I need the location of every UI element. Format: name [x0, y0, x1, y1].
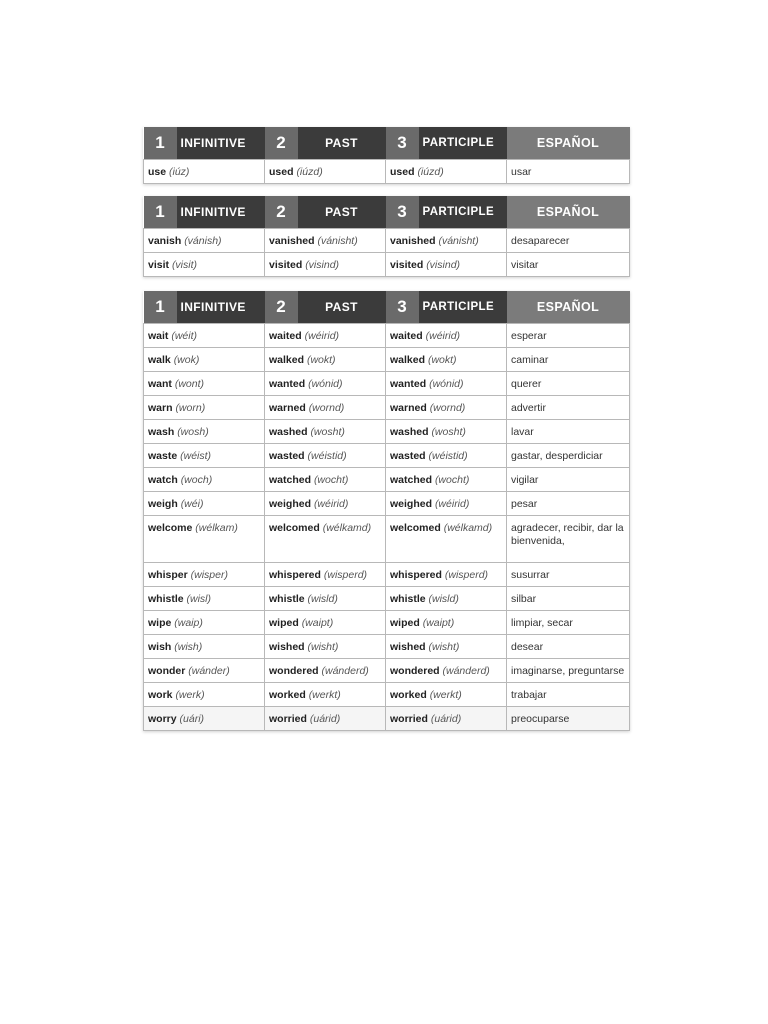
spanish-translation: imaginarse, preguntarse — [507, 659, 630, 683]
header-row — [144, 291, 630, 324]
part-cell — [386, 635, 507, 659]
table-row — [144, 229, 630, 253]
column-label: PAST — [298, 196, 386, 228]
inf-cell — [144, 611, 265, 635]
verb-form: whispered — [269, 568, 321, 581]
pronunciation: (wisperd) — [323, 568, 368, 581]
spanish-translation: vigilar — [507, 468, 630, 492]
verb-form: wasted — [269, 449, 305, 462]
pronunciation: (wosht) — [310, 425, 345, 438]
infinitive-header — [144, 196, 265, 228]
past-cell — [265, 253, 386, 277]
spanish-translation: agradecer, recibir, dar la bienvenida, — [507, 516, 630, 563]
verb-form: wondered — [269, 664, 319, 677]
verb-form: weighed — [269, 497, 312, 510]
pronunciation: (vánisht) — [438, 234, 479, 247]
table-row — [144, 587, 630, 611]
past-cell — [265, 468, 386, 492]
participle-header — [386, 127, 507, 159]
spanish-translation: trabajar — [507, 683, 630, 707]
pronunciation: (werk) — [175, 688, 205, 701]
column-number: 1 — [144, 127, 177, 159]
column-label: PAST — [298, 127, 386, 159]
column-label: PARTICIPLE — [419, 196, 507, 228]
inf-cell — [144, 707, 265, 731]
inf-cell — [144, 659, 265, 683]
pronunciation: (wónid) — [308, 377, 343, 390]
pronunciation: (wéirid) — [425, 329, 461, 342]
pronunciation: (visit) — [171, 258, 198, 271]
verb-form: wanted — [390, 377, 427, 390]
table-row — [144, 253, 630, 277]
verb-form: wash — [148, 425, 175, 438]
verb-form: wish — [148, 640, 172, 653]
column-number: 2 — [265, 291, 298, 323]
verb-form: worried — [269, 712, 307, 725]
pronunciation: (wéit) — [171, 329, 198, 342]
spanish-translation: susurrar — [507, 563, 630, 587]
spanish-translation: limpiar, secar — [507, 611, 630, 635]
spanish-translation: caminar — [507, 348, 630, 372]
part-cell — [386, 253, 507, 277]
table-row — [144, 348, 630, 372]
pronunciation: (wélkamd) — [443, 522, 493, 534]
column-label: INFINITIVE — [177, 291, 265, 323]
inf-cell — [144, 160, 265, 184]
table-row — [144, 160, 630, 184]
verb-form: warn — [148, 401, 173, 414]
pronunciation: (wont) — [174, 377, 205, 390]
past-cell — [265, 396, 386, 420]
part-cell — [386, 348, 507, 372]
pronunciation: (wornd) — [429, 401, 466, 414]
spanish-translation: pesar — [507, 492, 630, 516]
pronunciation: (werkt) — [308, 688, 341, 701]
part-cell — [386, 396, 507, 420]
past-header — [265, 291, 386, 323]
header-row — [144, 127, 630, 160]
table-row — [144, 683, 630, 707]
verb-form: whispered — [390, 568, 442, 581]
pronunciation: (wokt) — [427, 353, 457, 366]
past-cell — [265, 324, 386, 348]
part-cell — [386, 468, 507, 492]
past-cell — [265, 587, 386, 611]
verb-form: waited — [390, 329, 423, 342]
table-row — [144, 492, 630, 516]
table-row — [144, 396, 630, 420]
verb-form: visited — [390, 258, 424, 271]
spanish-translation: silbar — [507, 587, 630, 611]
pronunciation: (waip) — [174, 616, 203, 629]
column-number: 3 — [386, 127, 419, 159]
table-row — [144, 611, 630, 635]
pronunciation: (wánderd) — [321, 664, 369, 677]
pronunciation: (iúz) — [169, 165, 190, 178]
inf-cell — [144, 516, 265, 563]
verb-form: warned — [390, 401, 427, 414]
pronunciation: (vánisht) — [317, 234, 358, 247]
verb-form: wondered — [390, 664, 440, 677]
espanol-header: ESPAÑOL — [507, 196, 630, 228]
pronunciation: (wisht) — [307, 640, 339, 653]
table-row — [144, 635, 630, 659]
spanish-translation: usar — [507, 160, 630, 184]
verb-form: watched — [390, 473, 433, 486]
verb-form: wasted — [390, 449, 426, 462]
inf-cell — [144, 253, 265, 277]
spanish-translation: preocuparse — [507, 707, 630, 731]
verb-form: whistle — [269, 592, 305, 605]
verb-form: weigh — [148, 497, 178, 510]
verb-form: waste — [148, 449, 178, 462]
table-row — [144, 420, 630, 444]
part-cell — [386, 563, 507, 587]
pronunciation: (wokt) — [306, 353, 336, 366]
pronunciation: (wornd) — [308, 401, 345, 414]
pronunciation: (wéirid) — [304, 329, 340, 342]
part-cell — [386, 324, 507, 348]
pronunciation: (wisper) — [190, 568, 228, 581]
infinitive-header — [144, 291, 265, 323]
pronunciation: (wéist) — [180, 449, 212, 462]
past-cell — [265, 420, 386, 444]
pronunciation: (uári) — [179, 712, 205, 725]
past-cell — [265, 659, 386, 683]
past-cell — [265, 160, 386, 184]
verb-form: washed — [390, 425, 429, 438]
inf-cell — [144, 372, 265, 396]
spanish-translation: desaparecer — [507, 229, 630, 253]
verb-form: wiped — [269, 616, 299, 629]
past-cell — [265, 492, 386, 516]
table-row — [144, 707, 630, 731]
pronunciation: (iúzd) — [417, 165, 444, 178]
pronunciation: (wok) — [173, 353, 200, 366]
table-row — [144, 324, 630, 348]
past-cell — [265, 444, 386, 468]
verb-form: work — [148, 688, 173, 701]
part-cell — [386, 659, 507, 683]
inf-cell — [144, 468, 265, 492]
column-number: 2 — [265, 127, 298, 159]
column-number: 2 — [265, 196, 298, 228]
pronunciation: (vánish) — [184, 234, 222, 247]
inf-cell — [144, 444, 265, 468]
column-number: 1 — [144, 196, 177, 228]
table-row — [144, 372, 630, 396]
column-label: PARTICIPLE — [419, 291, 507, 323]
verb-form: watched — [269, 473, 312, 486]
verb-form: wished — [269, 640, 305, 653]
spanish-translation: querer — [507, 372, 630, 396]
verb-form: wait — [148, 329, 169, 342]
past-cell — [265, 372, 386, 396]
pronunciation: (wisperd) — [444, 568, 489, 581]
pronunciation: (wisld) — [307, 592, 338, 605]
table-row — [144, 468, 630, 492]
table-row — [144, 516, 630, 563]
column-label: PAST — [298, 291, 386, 323]
table-row — [144, 659, 630, 683]
pronunciation: (wéirid) — [313, 497, 349, 510]
verb-form: walked — [269, 353, 305, 366]
verb-form: whistle — [390, 592, 426, 605]
pronunciation: (wéistid) — [428, 449, 468, 462]
participle-header — [386, 291, 507, 323]
espanol-header: ESPAÑOL — [507, 291, 630, 323]
verb-form: worry — [148, 712, 177, 725]
header-row — [144, 196, 630, 229]
column-label: INFINITIVE — [177, 127, 265, 159]
pronunciation: (uárid) — [309, 712, 341, 725]
verb-form: worked — [390, 688, 427, 701]
verb-form: waited — [269, 329, 302, 342]
past-cell — [265, 707, 386, 731]
pronunciation: (wélkamd) — [322, 522, 372, 534]
part-cell — [386, 229, 507, 253]
spanish-translation: visitar — [507, 253, 630, 277]
part-cell — [386, 444, 507, 468]
inf-cell — [144, 420, 265, 444]
verb-form: wished — [390, 640, 426, 653]
column-number: 3 — [386, 196, 419, 228]
column-label: INFINITIVE — [177, 196, 265, 228]
inf-cell — [144, 324, 265, 348]
pronunciation: (wosht) — [431, 425, 466, 438]
inf-cell — [144, 563, 265, 587]
past-cell — [265, 563, 386, 587]
pronunciation: (wocht) — [313, 473, 349, 486]
verb-form: wipe — [148, 616, 172, 629]
spanish-translation: gastar, desperdiciar — [507, 444, 630, 468]
table-row — [144, 444, 630, 468]
past-cell — [265, 516, 386, 563]
inf-cell — [144, 492, 265, 516]
infinitive-header — [144, 127, 265, 159]
pronunciation: (wosh) — [177, 425, 209, 438]
verb-form: vanished — [390, 234, 436, 247]
verb-form: welcome — [148, 522, 193, 534]
table-row — [144, 563, 630, 587]
inf-cell — [144, 683, 265, 707]
past-cell — [265, 229, 386, 253]
inf-cell — [144, 229, 265, 253]
past-cell — [265, 683, 386, 707]
pronunciation: (iúzd) — [296, 165, 323, 178]
verb-form: warned — [269, 401, 306, 414]
column-number: 3 — [386, 291, 419, 323]
verb-table-3 — [143, 291, 630, 731]
past-cell — [265, 611, 386, 635]
pronunciation: (wisht) — [428, 640, 460, 653]
verb-form: weighed — [390, 497, 433, 510]
past-cell — [265, 348, 386, 372]
pronunciation: (waipt) — [422, 616, 455, 629]
part-cell — [386, 492, 507, 516]
verb-form: worried — [390, 712, 428, 725]
past-header — [265, 127, 386, 159]
verb-form: use — [148, 165, 167, 178]
pronunciation: (wónid) — [429, 377, 464, 390]
part-cell — [386, 160, 507, 184]
pronunciation: (wocht) — [434, 473, 470, 486]
part-cell — [386, 707, 507, 731]
pronunciation: (visind) — [426, 258, 461, 271]
espanol-header: ESPAÑOL — [507, 127, 630, 159]
verb-form: watch — [148, 473, 178, 486]
verb-form: vanished — [269, 234, 315, 247]
verb-form: walk — [148, 353, 171, 366]
part-cell — [386, 611, 507, 635]
part-cell — [386, 683, 507, 707]
verb-form: used — [269, 165, 294, 178]
inf-cell — [144, 396, 265, 420]
pronunciation: (wish) — [174, 640, 203, 653]
pronunciation: (uárid) — [430, 712, 462, 725]
past-cell — [265, 635, 386, 659]
pronunciation: (worn) — [175, 401, 206, 414]
pronunciation: (waipt) — [301, 616, 334, 629]
verb-form: wanted — [269, 377, 306, 390]
pronunciation: (wánderd) — [442, 664, 490, 677]
verb-form: used — [390, 165, 415, 178]
pronunciation: (wánder) — [188, 664, 230, 677]
pronunciation: (wéirid) — [434, 497, 470, 510]
column-number: 1 — [144, 291, 177, 323]
verb-table-2 — [143, 196, 630, 277]
verb-form: whistle — [148, 592, 184, 605]
verb-form: welcomed — [269, 522, 320, 534]
verb-form: welcomed — [390, 522, 441, 534]
verb-form: washed — [269, 425, 308, 438]
pronunciation: (werkt) — [429, 688, 462, 701]
verb-form: whisper — [148, 568, 188, 581]
part-cell — [386, 587, 507, 611]
pronunciation: (wéi) — [180, 497, 204, 510]
column-label: PARTICIPLE — [419, 127, 507, 159]
inf-cell — [144, 635, 265, 659]
part-cell — [386, 516, 507, 563]
spanish-translation: desear — [507, 635, 630, 659]
participle-header — [386, 196, 507, 228]
pronunciation: (visind) — [305, 258, 340, 271]
verb-form: wonder — [148, 664, 186, 677]
spanish-translation: esperar — [507, 324, 630, 348]
part-cell — [386, 420, 507, 444]
verb-form: want — [148, 377, 172, 390]
pronunciation: (wéistid) — [307, 449, 347, 462]
verb-form: wiped — [390, 616, 420, 629]
pronunciation: (wisld) — [428, 592, 459, 605]
verb-form: visit — [148, 258, 170, 271]
part-cell — [386, 372, 507, 396]
verb-table-1 — [143, 127, 630, 184]
pronunciation: (wisl) — [186, 592, 212, 605]
pronunciation: (woch) — [180, 473, 213, 486]
verb-form: walked — [390, 353, 426, 366]
pronunciation: (wélkam) — [195, 522, 238, 534]
verb-form: visited — [269, 258, 303, 271]
spanish-translation: advertir — [507, 396, 630, 420]
inf-cell — [144, 348, 265, 372]
past-header — [265, 196, 386, 228]
inf-cell — [144, 587, 265, 611]
verb-form: worked — [269, 688, 306, 701]
spanish-translation: lavar — [507, 420, 630, 444]
verb-form: vanish — [148, 234, 182, 247]
